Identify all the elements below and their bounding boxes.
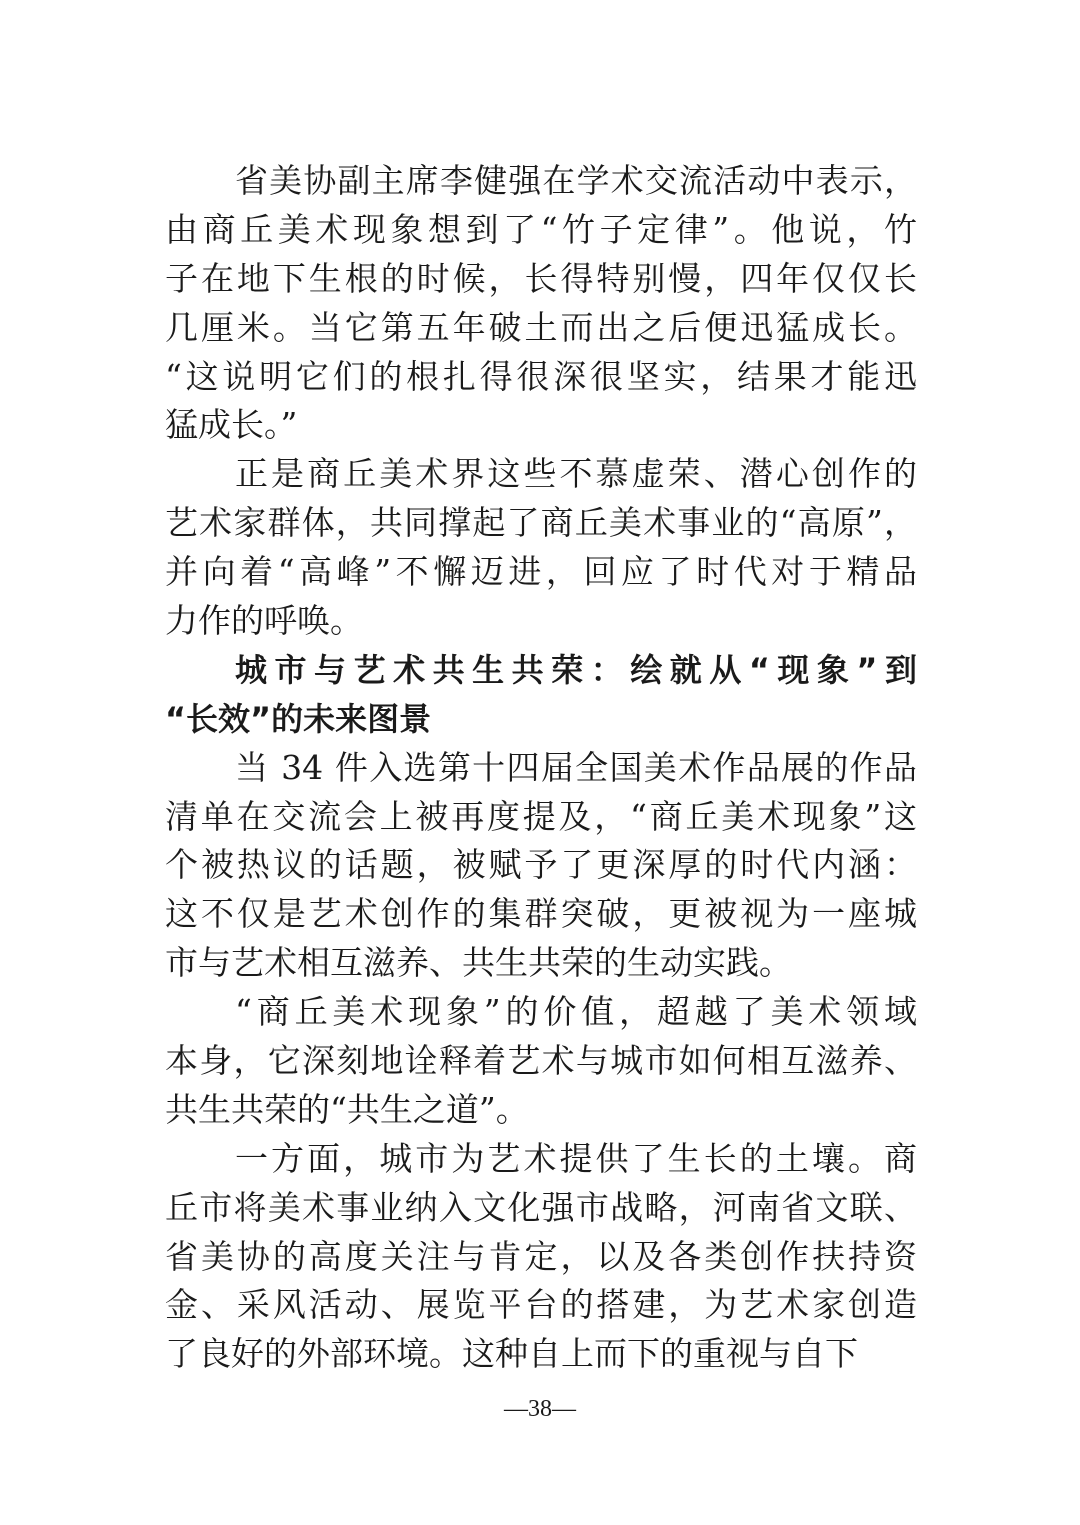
text-line: 由商丘美术现象想到了“竹子定律”。他说，竹 (165, 209, 917, 249)
text-line: 艺术家群体，共同撑起了商丘美术事业的“高原”， (165, 503, 917, 543)
text-line: 省美协的高度关注与肯定，以及各类创作扶持资 (165, 1236, 917, 1276)
text-line: “商丘美术现象”的价值，超越了美术领域 (235, 992, 917, 1032)
text-line: 个被热议的话题，被赋予了更深厚的时代内涵： (165, 845, 917, 885)
text-line: 这不仅是艺术创作的集群突破，更被视为一座城 (165, 894, 917, 934)
text-line: 了良好的外部环境。这种自上而下的重视与自下 (165, 1334, 858, 1374)
text-line: 本身，它深刻地诠释着艺术与城市如何相互滋养、 (165, 1041, 917, 1081)
text-line: 正是商丘美术界这些不慕虚荣、潜心创作的 (235, 454, 917, 494)
text-line: 省美协副主席李健强在学术交流活动中表示， (235, 161, 917, 200)
article-body (165, 157, 917, 1379)
text-line: 金、采风活动、展览平台的搭建，为艺术家创造 (165, 1285, 917, 1325)
text-line: 清单在交流会上被再度提及，“商丘美术现象”这 (165, 796, 917, 836)
text-line: “这说明它们的根扎得很深很坚实，结果才能迅 (165, 356, 917, 396)
section-heading: 城市与艺术共生共荣：绘就从“现象”到 (235, 650, 917, 689)
text-line: 子在地下生根的时候，长得特别慢，四年仅仅长 (165, 258, 917, 298)
text-line: 猛成长。” (165, 405, 298, 445)
text-line: 共生共荣的“共生之道”。 (165, 1089, 529, 1129)
text-line: 力作的呼唤。 (165, 601, 363, 641)
text-line: 丘市将美术事业纳入文化强市战略，河南省文联、 (165, 1187, 917, 1227)
text-line: 市与艺术相互滋养、共生共荣的生动实践。 (165, 943, 792, 983)
section-heading-line: “长效”的未来图景 (165, 699, 432, 738)
page-number: —38— (504, 1396, 576, 1422)
text-line: 当 34 件入选第十四届全国美术作品展的作品 (235, 747, 917, 787)
text-line: 一方面，城市为艺术提供了生长的土壤。商 (235, 1138, 917, 1178)
text-line: 并向着“高峰”不懈迈进，回应了时代对于精品 (165, 552, 917, 592)
text-line: 几厘米。当它第五年破土而出之后便迅猛成长。 (165, 307, 917, 347)
